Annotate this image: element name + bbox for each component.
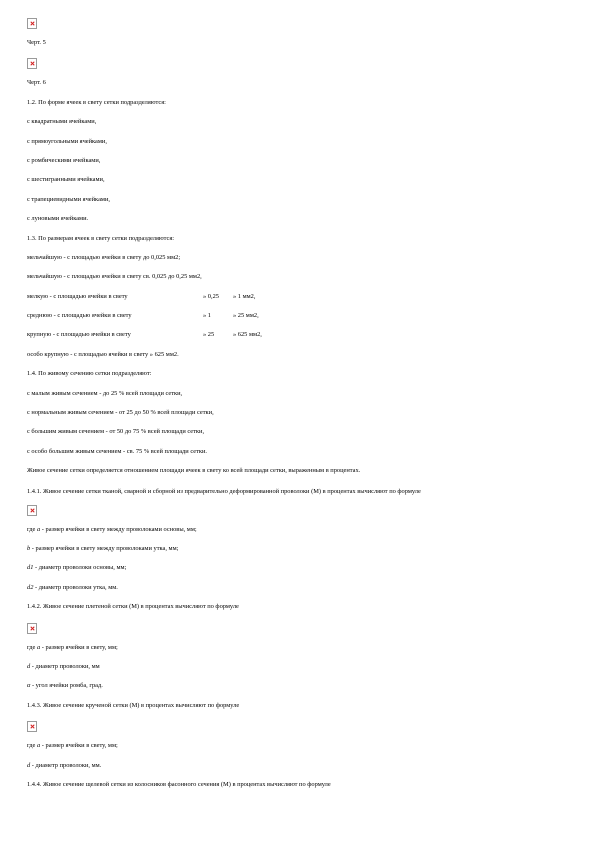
section-heading: 1.3. По размерам ячеек в свету сетки подразделяются: <box>27 234 175 242</box>
where-word: где <box>27 742 37 750</box>
where-word: где <box>27 525 37 533</box>
definition: - размер ячейки в свету, мм; <box>40 643 118 651</box>
definition: - размер ячейки в свету между проволоками утка, мм; <box>30 544 179 552</box>
section-heading: 1.2. По форме ячеек в свету сетки подразделяются: <box>27 98 166 106</box>
list-item: с трапециевидными ячейками, <box>27 195 110 203</box>
variable: d <box>27 662 31 670</box>
definition: - диаметр проволоки основы, мм; <box>33 564 127 572</box>
variable-definition <box>27 644 572 652</box>
document-page <box>27 18 572 800</box>
variable-definition <box>27 762 572 770</box>
list-item: с ромбическими ячейками, <box>27 156 101 164</box>
where-word: где <box>27 643 37 651</box>
list-item: с малым живым сечением - до 25 % всей площади сетки, <box>27 389 183 397</box>
paragraph: 1.4.2. Живое сечение плетеной сетки (М) в процентах вычисляют по формуле <box>27 603 239 611</box>
list-item: мельчайшую - с площадью ячейки в свету до 0,025 мм2; <box>27 253 181 261</box>
size-label: среднюю - с площадью ячейки в свету <box>27 312 132 320</box>
list-item: с прямоугольными ячейками, <box>27 137 107 145</box>
definition: - диаметр проволоки, мм. <box>30 761 102 769</box>
list-item: мельчайшую - с площадью ячейки в свету св. 0,025 до 0,25 мм2, <box>27 273 202 281</box>
variable-definition <box>27 526 572 534</box>
size-to: » 625 мм2, <box>233 331 262 339</box>
variable: а <box>37 742 41 750</box>
list-item: с шестигранными ячейками, <box>27 176 105 184</box>
variable: d2 <box>27 583 34 591</box>
list-item: с нормальным живым сечением - от 25 до 50 % всей площади сетки, <box>27 409 214 417</box>
figure-caption: Черт. 5 <box>27 39 46 46</box>
broken-image-icon <box>27 623 37 634</box>
size-to: » 25 мм2, <box>233 312 259 320</box>
variable-definition <box>27 742 572 750</box>
size-from: » 0,25 <box>203 292 219 300</box>
broken-image-icon <box>27 505 37 516</box>
variable-definition <box>27 545 572 553</box>
size-label: мелкую - с площадью ячейки в свету <box>27 292 128 300</box>
size-from: » 25 <box>203 331 215 339</box>
definition: - угол ячейки ромба, град. <box>30 682 103 690</box>
list-item <box>27 331 572 339</box>
section-heading: 1.4. По живому сечению сетки подразделяют: <box>27 370 152 378</box>
variable-definition <box>27 663 572 671</box>
broken-image-icon <box>27 18 37 29</box>
list-item: с большим живым сечением - от 50 до 75 % всей площади сетки, <box>27 428 205 436</box>
definition: - размер ячейки в свету между проволоками основы, мм; <box>40 525 197 533</box>
size-from: » 1 <box>203 312 211 320</box>
variable: b <box>27 544 31 552</box>
list-item: особо крупную - с площадью ячейки в свету » 625 мм2. <box>27 350 179 358</box>
definition: - диаметр проволоки утка, мм. <box>33 583 118 591</box>
paragraph: Живое сечение сетки определяется отношением площади ячеек в свету ко всей площади сетки, выраженным в процентах. <box>27 467 361 475</box>
size-label: крупную - с площадью ячейки в свету <box>27 331 131 339</box>
list-item: с луновыми ячейками. <box>27 215 89 223</box>
list-item: с особо большим живым сечением - св. 75 % всей площади сетки. <box>27 447 207 455</box>
definition: - размер ячейки в свету, мм; <box>40 742 118 750</box>
variable-definition <box>27 564 572 572</box>
variable: а <box>37 525 41 533</box>
broken-image-icon <box>27 58 37 69</box>
variable: d <box>27 761 31 769</box>
list-item: с квадратными ячейками, <box>27 118 97 126</box>
broken-image-icon <box>27 721 37 732</box>
list-item <box>27 293 572 301</box>
variable-definition <box>27 682 572 690</box>
size-to: » 1 мм2, <box>233 292 256 300</box>
variable: d1 <box>27 564 34 572</box>
definition: - диаметр проволоки, мм <box>30 662 100 670</box>
variable: α <box>27 682 31 690</box>
paragraph: 1.4.3. Живое сечение крученой сетки (М) в процентах вычисляют по формуле <box>27 701 240 709</box>
list-item <box>27 312 572 320</box>
paragraph: 1.4.4. Живое сечение щелевой сетки из колосников фасонного сечения (М) в процентах вычисляют по формуле <box>27 780 331 788</box>
figure-caption: Черт. 6 <box>27 79 46 87</box>
variable: а <box>37 643 41 651</box>
variable-definition <box>27 584 572 592</box>
paragraph: 1.4.1. Живое сечение сетки тканой, сварной и сборной из предварительно деформированной проволоки (М) в процентах вычисляют по формуле <box>27 487 421 495</box>
